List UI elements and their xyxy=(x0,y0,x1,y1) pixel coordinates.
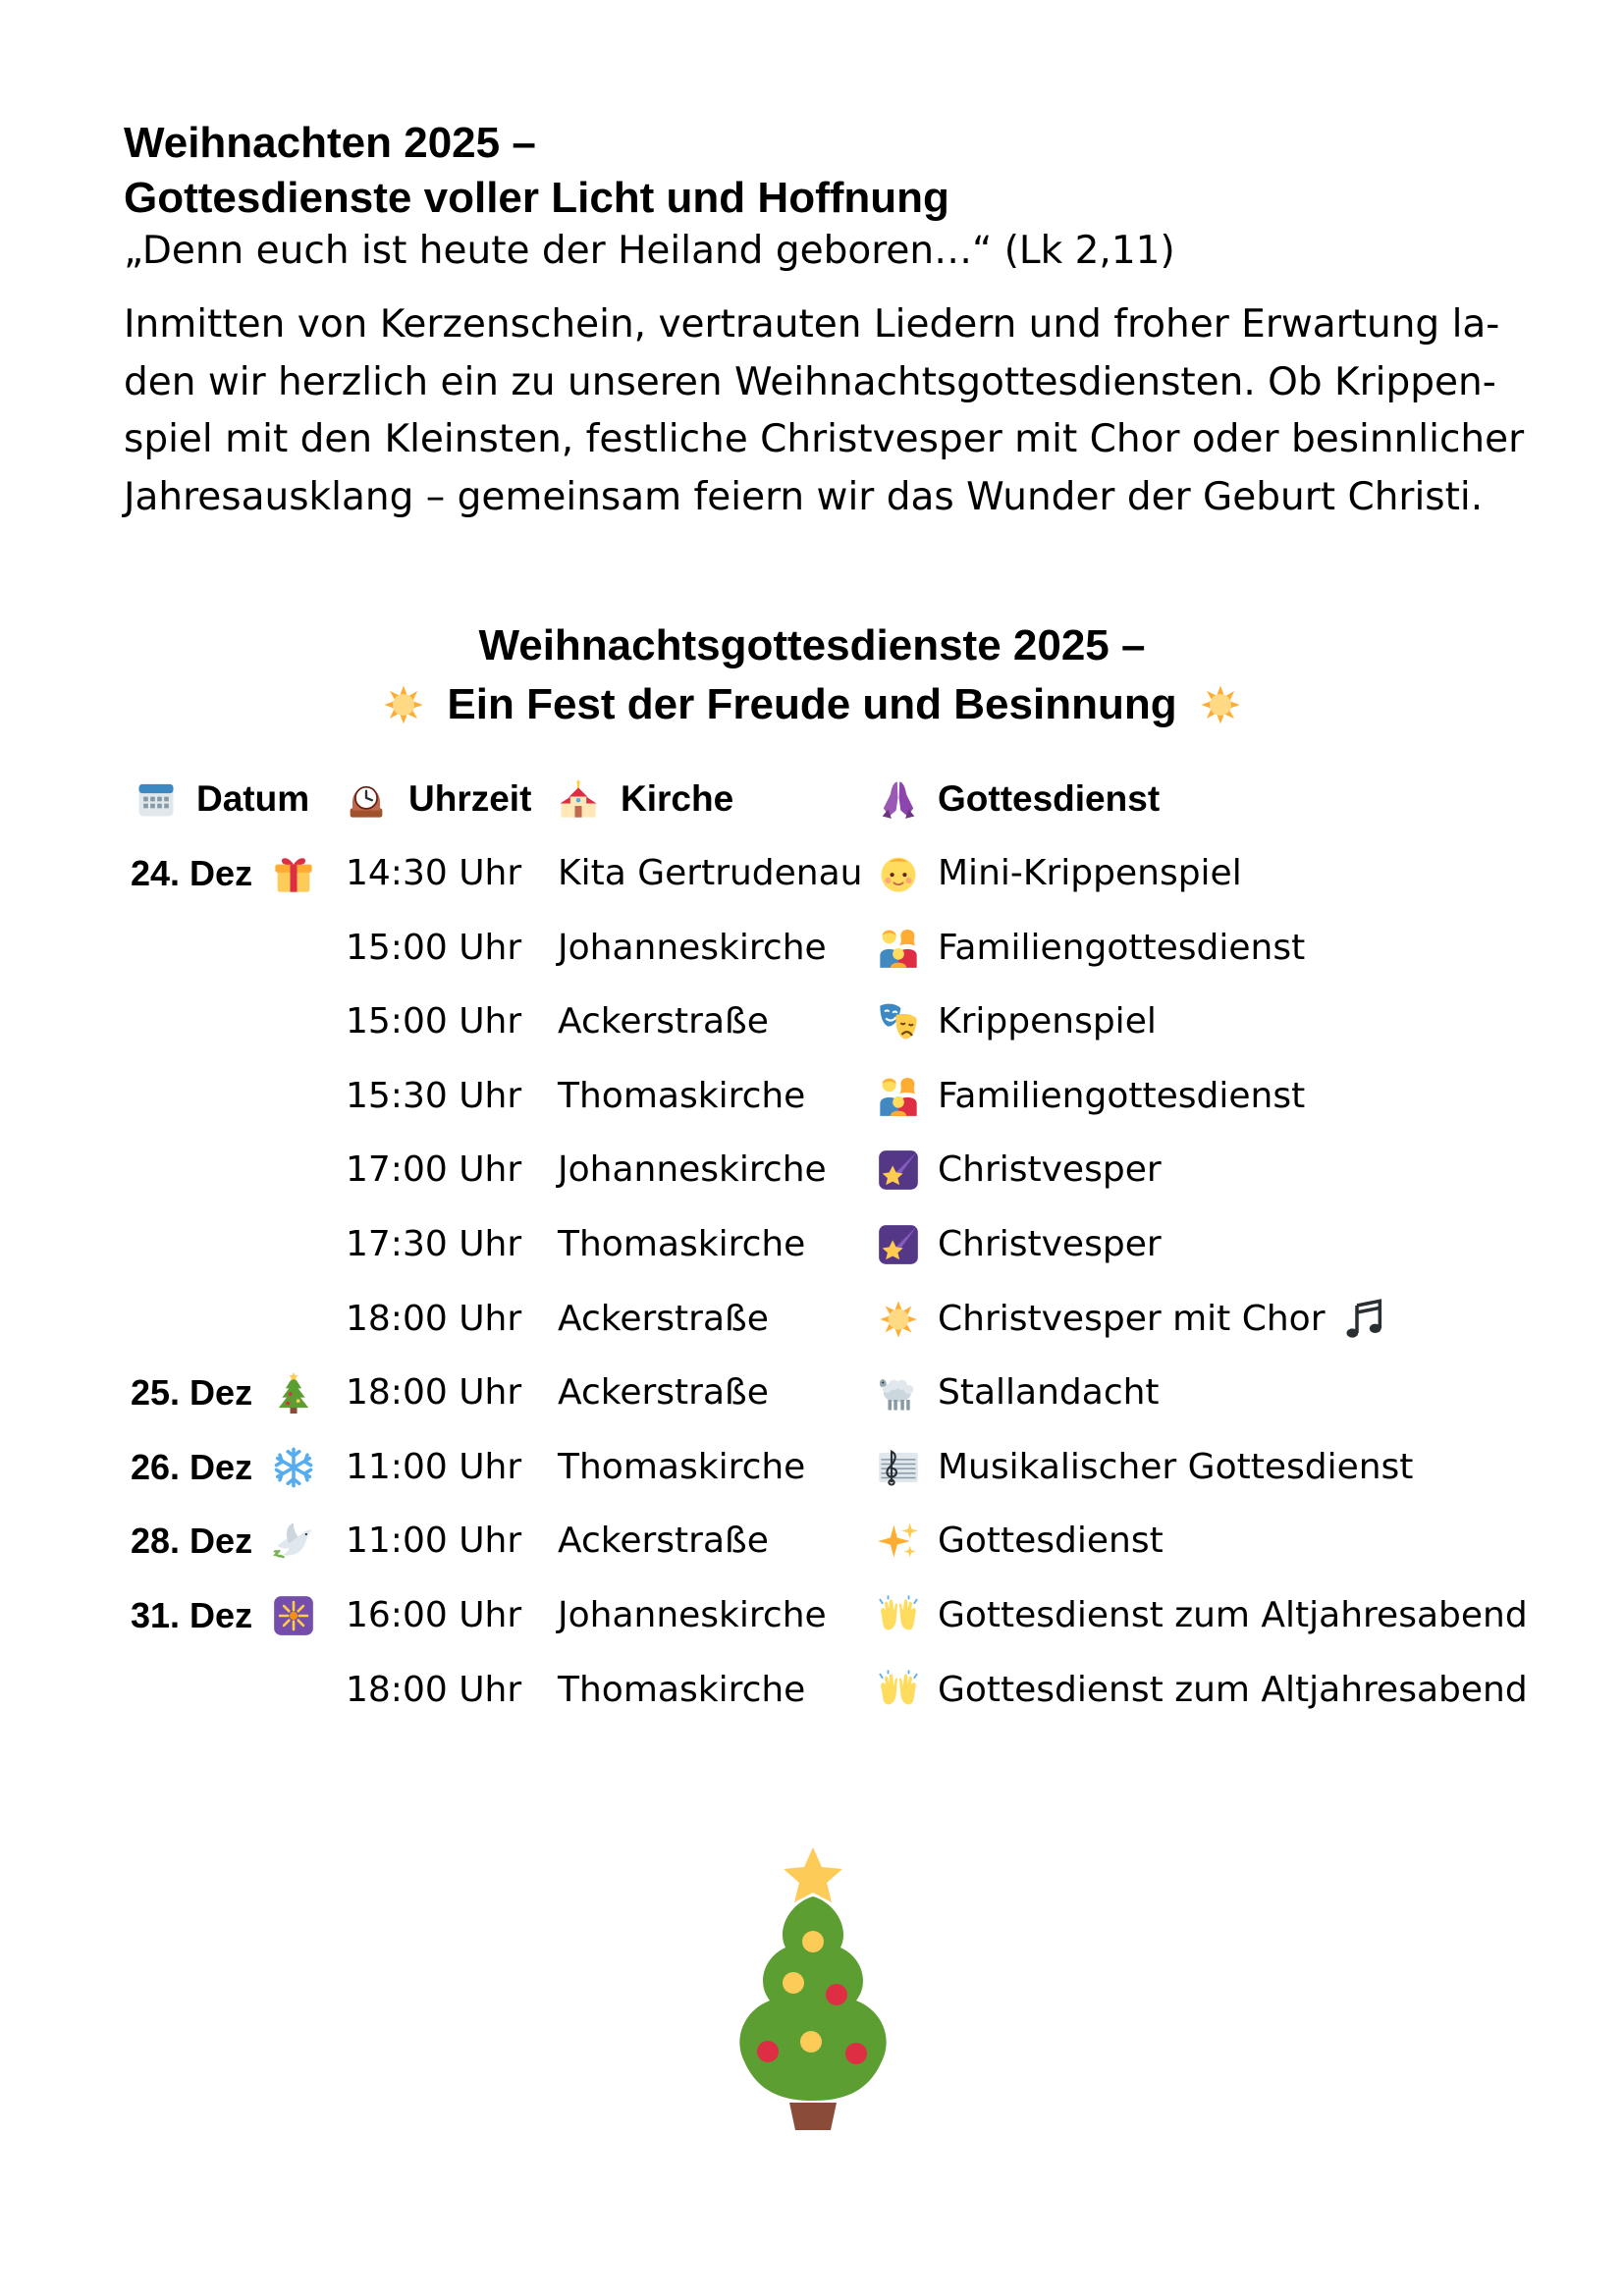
sheep-icon xyxy=(878,1372,919,1414)
calendar-icon xyxy=(135,778,177,820)
time-cell: 15:00 Uhr xyxy=(346,927,522,968)
musical-score-icon xyxy=(878,1447,919,1488)
time-cell: 18:00 Uhr xyxy=(346,1298,522,1339)
time-cell: 14:30 Uhr xyxy=(346,853,522,893)
column-header: Datum xyxy=(196,778,310,819)
clock-icon xyxy=(346,778,387,820)
date-cell: 31. Dez xyxy=(131,1595,253,1635)
service-cell: Stallandacht xyxy=(938,1372,1160,1414)
date-cell: 25. Dez xyxy=(131,1372,253,1414)
service-cell: Christvesper mit Chor xyxy=(938,1298,1326,1339)
christmas-tree-icon xyxy=(273,1372,314,1414)
intro-line: Jahresausklang – gemeinsam feiern wir das Wunder der Geburt Christi. xyxy=(124,474,1484,519)
time-cell: 18:00 Uhr xyxy=(346,1372,522,1414)
service-cell: Christvesper xyxy=(938,1149,1162,1191)
date-cell: 28. Dez xyxy=(131,1521,253,1562)
service-cell: Familiengottesdienst xyxy=(938,1075,1306,1116)
time-cell: 11:00 Uhr xyxy=(346,1521,522,1562)
church-cell: Kita Gertrudenau xyxy=(558,853,863,893)
column-header: Gottesdienst xyxy=(938,778,1161,819)
sun-icon xyxy=(878,1299,919,1340)
page-title xyxy=(124,116,949,226)
service-cell: Gottesdienst zum Altjahresabend xyxy=(938,1669,1528,1710)
sparkles-icon xyxy=(878,1521,919,1562)
church-cell: Ackerstraße xyxy=(558,1001,769,1042)
gift-icon xyxy=(273,853,314,894)
intro-line: spiel mit den Kleinsten, festliche Christvesper mit Chor oder besinnlicher xyxy=(124,417,1525,461)
dove-icon xyxy=(273,1521,314,1562)
church-cell: Johanneskirche xyxy=(558,1595,827,1635)
service-cell: Mini-Krippenspiel xyxy=(938,853,1242,893)
sun-icon xyxy=(1199,683,1242,726)
christmas-tree-icon xyxy=(715,1845,911,2130)
shooting-star-icon xyxy=(878,1149,919,1191)
church-cell: Thomaskirche xyxy=(558,1224,806,1264)
church-cell: Ackerstraße xyxy=(558,1521,769,1562)
family-icon xyxy=(878,928,919,969)
theater-masks-icon xyxy=(878,1001,919,1042)
raised-hands-icon xyxy=(878,1670,919,1711)
service-cell: Krippenspiel xyxy=(938,1001,1157,1042)
church-cell: Johanneskirche xyxy=(558,1149,827,1191)
baby-icon xyxy=(878,853,919,894)
church-cell: Thomaskirche xyxy=(558,1446,806,1487)
church-cell: Johanneskirche xyxy=(558,927,827,968)
time-cell: 18:00 Uhr xyxy=(346,1669,522,1710)
schedule-heading-text: Ein Fest der Freude und Besinnung xyxy=(447,680,1177,728)
date-cell: 26. Dez xyxy=(131,1446,253,1487)
schedule-heading-line-2 xyxy=(0,675,1624,734)
service-cell: Gottesdienst xyxy=(938,1521,1164,1562)
intro-line: den wir herzlich ein zu unseren Weihnachtsgottesdiensten. Ob Krippen- xyxy=(124,359,1496,404)
time-cell: 17:30 Uhr xyxy=(346,1224,522,1264)
snowflake-icon xyxy=(273,1447,314,1488)
time-cell: 17:00 Uhr xyxy=(346,1149,522,1191)
page-title-line-2: Gottesdienste voller Licht und Hoffnung xyxy=(124,174,949,222)
family-icon xyxy=(878,1076,919,1117)
music-notes-icon xyxy=(1343,1299,1384,1340)
column-header: Uhrzeit xyxy=(408,778,532,819)
sun-icon xyxy=(382,683,425,726)
intro-paragraph xyxy=(124,296,1524,526)
church-icon xyxy=(558,778,599,820)
church-cell: Thomaskirche xyxy=(558,1669,806,1710)
schedule-heading-line-1: Weihnachtsgottesdienste 2025 – xyxy=(478,621,1146,669)
date-cell: 24. Dez xyxy=(131,853,253,893)
intro-line: Inmitten von Kerzenschein, vertrauten Liedern und froher Erwartung la- xyxy=(124,302,1500,347)
firework-icon xyxy=(273,1595,314,1636)
praying-hands-icon xyxy=(878,778,919,820)
church-cell: Ackerstraße xyxy=(558,1298,769,1339)
service-cell: Gottesdienst zum Altjahresabend xyxy=(938,1595,1528,1635)
time-cell: 15:30 Uhr xyxy=(346,1075,522,1116)
time-cell: 15:00 Uhr xyxy=(346,1001,522,1042)
service-cell: Musikalischer Gottesdienst xyxy=(938,1446,1414,1487)
time-cell: 16:00 Uhr xyxy=(346,1595,522,1635)
time-cell: 11:00 Uhr xyxy=(346,1446,522,1487)
service-cell: Familiengottesdienst xyxy=(938,927,1306,968)
column-header: Kirche xyxy=(621,778,734,819)
page-title-line-1: Weihnachten 2025 – xyxy=(124,119,536,167)
shooting-star-icon xyxy=(878,1224,919,1265)
raised-hands-icon xyxy=(878,1595,919,1636)
bible-quote: „Denn euch ist heute der Heiland geboren…“ (Lk 2,11) xyxy=(124,229,1175,273)
church-cell: Thomaskirche xyxy=(558,1075,806,1116)
church-cell: Ackerstraße xyxy=(558,1372,769,1414)
service-cell: Christvesper xyxy=(938,1224,1162,1264)
